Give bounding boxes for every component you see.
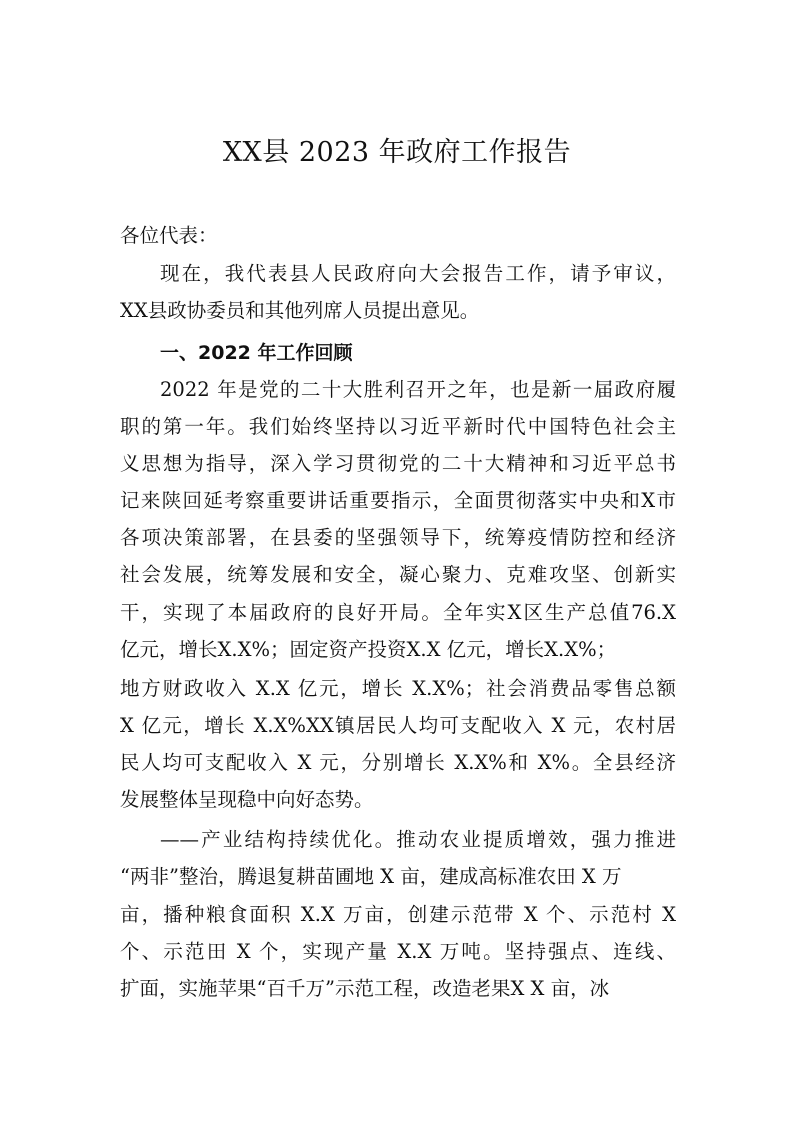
- paragraph-line: X 亿元，增长 X.X%XX镇居民人均可支配收入 X 元，农村居: [120, 714, 676, 737]
- paragraph-line: 职的第一年。我们始终坚持以习近平新时代中国特色社会主: [120, 415, 676, 438]
- paragraph-line: 义思想为指导，深入学习贯彻党的二十大精神和习近平总书: [120, 452, 676, 475]
- paragraph-line: ——产业结构持续优化。推动农业提质增效，强力推进: [160, 828, 676, 851]
- paragraph-line: 个、示范田 X 个，实现产量 X.X 万吨。坚持强点、连线、: [120, 940, 676, 963]
- salutation: 各位代表：: [120, 224, 218, 247]
- paragraph-line: “两非”整治，腾退复耕苗圃地 X 亩，建成高标准农田 X 万: [120, 865, 622, 888]
- paragraph-line: 发展整体呈现稳中向好态势。: [120, 788, 374, 811]
- paragraph-line: 扩面，实施苹果“百千万”示范工程，改造老果X X 亩，冰: [120, 977, 610, 1000]
- paragraph-line: 民人均可支配收入 X 元，分别增长 X.X%和 X%。全县经济: [120, 751, 676, 774]
- paragraph-line: 亿元，增长X.X%；固定资产投资X.X 亿元，增长X.X%；: [120, 638, 617, 661]
- paragraph-line: 2022 年是党的二十大胜利召开之年，也是新一届政府履: [160, 378, 676, 401]
- paragraph-line: 各项决策部署，在县委的坚强领导下，统筹疫情防控和经济: [120, 526, 676, 549]
- section-heading: 一、2022 年工作回顾: [160, 342, 353, 364]
- paragraph-line: 亩，播种粮食面积 X.X 万亩，创建示范带 X 个、示范村 X: [120, 903, 676, 926]
- paragraph-line: XX县政协委员和其他列席人员提出意见。: [120, 299, 480, 322]
- document-title: XX县 2023 年政府工作报告: [222, 137, 572, 168]
- paragraph-line: 社会发展，统筹发展和安全，凝心聚力、克难攻坚、创新实: [120, 563, 676, 586]
- paragraph-line: 地方财政收入 X.X 亿元，增长 X.X%；社会消费品零售总额: [120, 677, 676, 700]
- paragraph-line: 记来陕回延考察重要讲话重要指示，全面贯彻落实中央和X市: [120, 489, 676, 512]
- paragraph-line: 现在，我代表县人民政府向大会报告工作，请予审议，: [160, 262, 676, 285]
- paragraph-line: 干，实现了本届政府的良好开局。全年实X区生产总值76.X: [120, 601, 676, 624]
